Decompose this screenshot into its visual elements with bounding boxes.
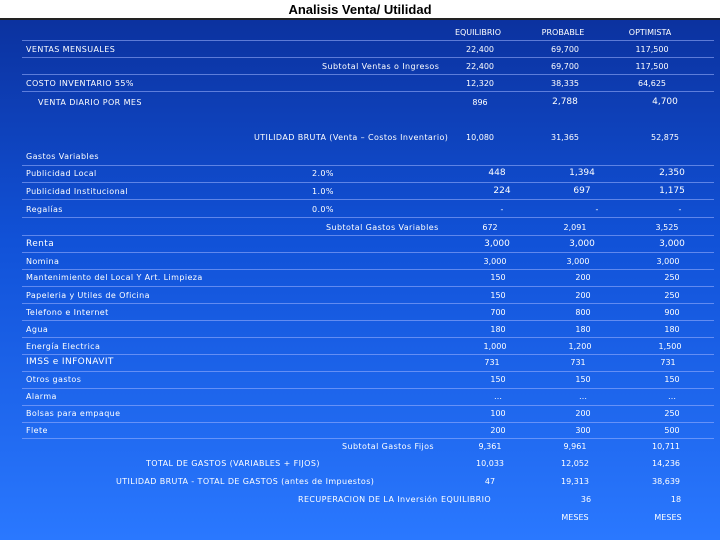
fijo-value-optimista: 250 [664, 409, 680, 418]
fijo-value-equilibrio: 1,000 [483, 342, 507, 351]
section-title-gastos-variables: Gastos Variables [26, 152, 99, 161]
cell-total-gastos-optimista: 14,236 [652, 459, 680, 468]
variable-label: Publicidad Institucional [26, 187, 128, 196]
variable-value-optimista: 1,175 [659, 186, 685, 196]
cell-venta-diario-equilibrio: 896 [472, 98, 488, 107]
cell-subtotal-fijos-probable: 9,961 [563, 442, 587, 451]
cell-recuperacion-optimista: 18 [670, 495, 682, 504]
variable-value-probable: - [595, 205, 599, 214]
cell-subtotal-ventas-probable: 69,700 [551, 62, 579, 71]
cell-ventas-probable: 69,700 [551, 45, 579, 54]
fijo-value-equilibrio: 731 [484, 358, 500, 367]
page-title: Analisis Venta/ Utilidad [288, 2, 432, 17]
variable-pct: 0.0% [312, 205, 334, 214]
cell-costo-probable: 38,335 [551, 79, 579, 88]
cell-costo-optimista: 64,625 [638, 79, 666, 88]
divider [22, 405, 714, 406]
fijo-value-optimista: 900 [664, 308, 680, 317]
fijo-value-optimista: 150 [664, 375, 680, 384]
fijo-value-probable: 1,200 [568, 342, 592, 351]
fijo-label: Energía Electrica [26, 342, 101, 351]
fijo-label: Agua [26, 325, 49, 334]
cell-total-gastos-probable: 12,052 [561, 459, 589, 468]
fijo-value-optimista: 180 [664, 325, 680, 334]
variable-value-equilibrio: - [500, 205, 504, 214]
fijo-value-equilibrio: 150 [490, 291, 506, 300]
row-label-costo-inventario: COSTO INVENTARIO 55% [26, 79, 134, 88]
cell-utilidad-probable: 31,365 [551, 133, 579, 142]
variable-value-optimista: 2,350 [659, 168, 685, 178]
cell-subtotal-var-equilibrio: 672 [482, 223, 498, 232]
divider [22, 422, 714, 423]
fijo-label: Renta [26, 239, 55, 249]
fijo-label: Nomina [26, 257, 60, 266]
fijo-value-probable: 200 [575, 291, 591, 300]
fijo-value-equilibrio: 3,000 [483, 257, 507, 266]
row-label-utilidad-bruta-total: UTILIDAD BRUTA - TOTAL DE GASTOS (antes de Impuestos) [116, 477, 375, 486]
cell-utilidad-total-probable: 19,313 [561, 477, 589, 486]
cell-subtotal-var-optimista: 3,525 [655, 223, 679, 232]
row-label-subtotal-gastos-variables: Subtotal Gastos Variables [326, 223, 439, 232]
fijo-value-equilibrio: 150 [490, 273, 506, 282]
divider [22, 57, 714, 58]
column-header-optimista: OPTIMISTA [628, 28, 672, 37]
column-header-probable: PROBABLE [541, 28, 585, 37]
meses-label: MESES [561, 513, 589, 522]
fijo-value-equilibrio: 100 [490, 409, 506, 418]
variable-value-equilibrio: 448 [488, 168, 506, 178]
fijo-value-probable: 150 [575, 375, 591, 384]
row-label-venta-diario: VENTA DIARIO POR MES [38, 98, 142, 107]
fijo-value-equilibrio: 3,000 [484, 239, 510, 249]
cell-subtotal-var-probable: 2,091 [563, 223, 587, 232]
divider [22, 91, 714, 92]
fijo-label: Papeleria y Utiles de Oficina [26, 291, 150, 300]
cell-utilidad-optimista: 52,875 [651, 133, 679, 142]
fijo-value-optimista: 3,000 [659, 239, 685, 249]
cell-subtotal-ventas-equilibrio: 22,400 [466, 62, 494, 71]
fijo-value-optimista: 1,500 [658, 342, 682, 351]
fijo-label: Flete [26, 426, 48, 435]
divider [22, 217, 714, 218]
cell-utilidad-equilibrio: 10,080 [466, 133, 494, 142]
cell-ventas-optimista: 117,500 [635, 45, 669, 54]
divider [22, 182, 714, 183]
row-label-subtotal-gastos-fijos: Subtotal Gastos Fijos [342, 442, 435, 451]
divider [22, 40, 714, 41]
variable-value-probable: 697 [573, 186, 591, 196]
cell-subtotal-fijos-equilibrio: 9,361 [478, 442, 502, 451]
fijo-value-equilibrio: 180 [490, 325, 506, 334]
variable-label: Publicidad Local [26, 169, 97, 178]
row-label-total-gastos: TOTAL DE GASTOS (VARIABLES + FIJOS) [146, 459, 320, 468]
recuperacion-equilibrio: EQUILIBRIO [441, 495, 492, 504]
divider [22, 235, 714, 236]
fijo-value-probable: … [579, 392, 587, 401]
divider [22, 337, 714, 338]
fijo-label: IMSS e INFONAVIT [26, 357, 114, 367]
fijo-value-equilibrio: 200 [490, 426, 506, 435]
divider [22, 269, 714, 270]
fijo-value-probable: 200 [575, 409, 591, 418]
fijo-value-probable: 3,000 [566, 257, 590, 266]
divider [22, 438, 714, 439]
cell-total-gastos-equilibrio: 10,033 [476, 459, 504, 468]
fijo-label: Otros gastos [26, 375, 82, 384]
fijo-value-probable: 3,000 [569, 239, 595, 249]
fijo-value-optimista: 731 [660, 358, 676, 367]
fijo-value-equilibrio: … [494, 392, 502, 401]
fijo-value-optimista: … [668, 392, 676, 401]
fijo-value-probable: 731 [570, 358, 586, 367]
variable-label: Regalías [26, 205, 63, 214]
meses-label: MESES [654, 513, 682, 522]
row-label-ventas-mensuales: VENTAS MENSUALES [26, 45, 116, 54]
row-label-subtotal-ventas: Subtotal Ventas o Ingresos [322, 62, 440, 71]
row-label-recuperacion: RECUPERACION DE LA Inversión [298, 495, 438, 504]
divider [22, 286, 714, 287]
fijo-value-probable: 300 [575, 426, 591, 435]
cell-recuperacion-probable: 36 [580, 495, 592, 504]
variable-value-optimista: - [678, 205, 682, 214]
fijo-value-probable: 200 [575, 273, 591, 282]
fijo-value-equilibrio: 150 [490, 375, 506, 384]
fijo-label: Telefono e Internet [26, 308, 109, 317]
cell-costo-equilibrio: 12,320 [466, 79, 494, 88]
fijo-value-optimista: 500 [664, 426, 680, 435]
column-header-equilibrio: EQUILIBRIO [454, 28, 502, 37]
variable-value-equilibrio: 224 [493, 186, 511, 196]
variable-value-probable: 1,394 [569, 168, 595, 178]
fijo-value-optimista: 3,000 [656, 257, 680, 266]
cell-subtotal-ventas-optimista: 117,500 [635, 62, 669, 71]
divider [22, 199, 714, 200]
divider [22, 354, 714, 355]
row-label-utilidad-bruta: UTILIDAD BRUTA (Venta – Costos Inventario) [254, 133, 449, 142]
fijo-value-equilibrio: 700 [490, 308, 506, 317]
fijo-label: Alarma [26, 392, 57, 401]
divider [22, 303, 714, 304]
cell-utilidad-total-equilibrio: 47 [484, 477, 496, 486]
divider [22, 320, 714, 321]
cell-subtotal-fijos-optimista: 10,711 [652, 442, 680, 451]
cell-ventas-equilibrio: 22,400 [466, 45, 494, 54]
divider [22, 165, 714, 166]
fijo-value-optimista: 250 [664, 273, 680, 282]
divider [22, 388, 714, 389]
fijo-value-probable: 180 [575, 325, 591, 334]
fijo-value-optimista: 250 [664, 291, 680, 300]
fijo-label: Bolsas para empaque [26, 409, 121, 418]
cell-venta-diario-probable: 2,788 [552, 97, 578, 107]
divider [22, 252, 714, 253]
cell-venta-diario-optimista: 4,700 [652, 97, 678, 107]
cell-utilidad-total-optimista: 38,639 [652, 477, 680, 486]
variable-pct: 2.0% [312, 169, 334, 178]
fijo-label: Mantenimiento del Local Y Art. Limpieza [26, 273, 203, 282]
variable-pct: 1.0% [312, 187, 334, 196]
divider [22, 74, 714, 75]
fijo-value-probable: 800 [575, 308, 591, 317]
divider [22, 371, 714, 372]
